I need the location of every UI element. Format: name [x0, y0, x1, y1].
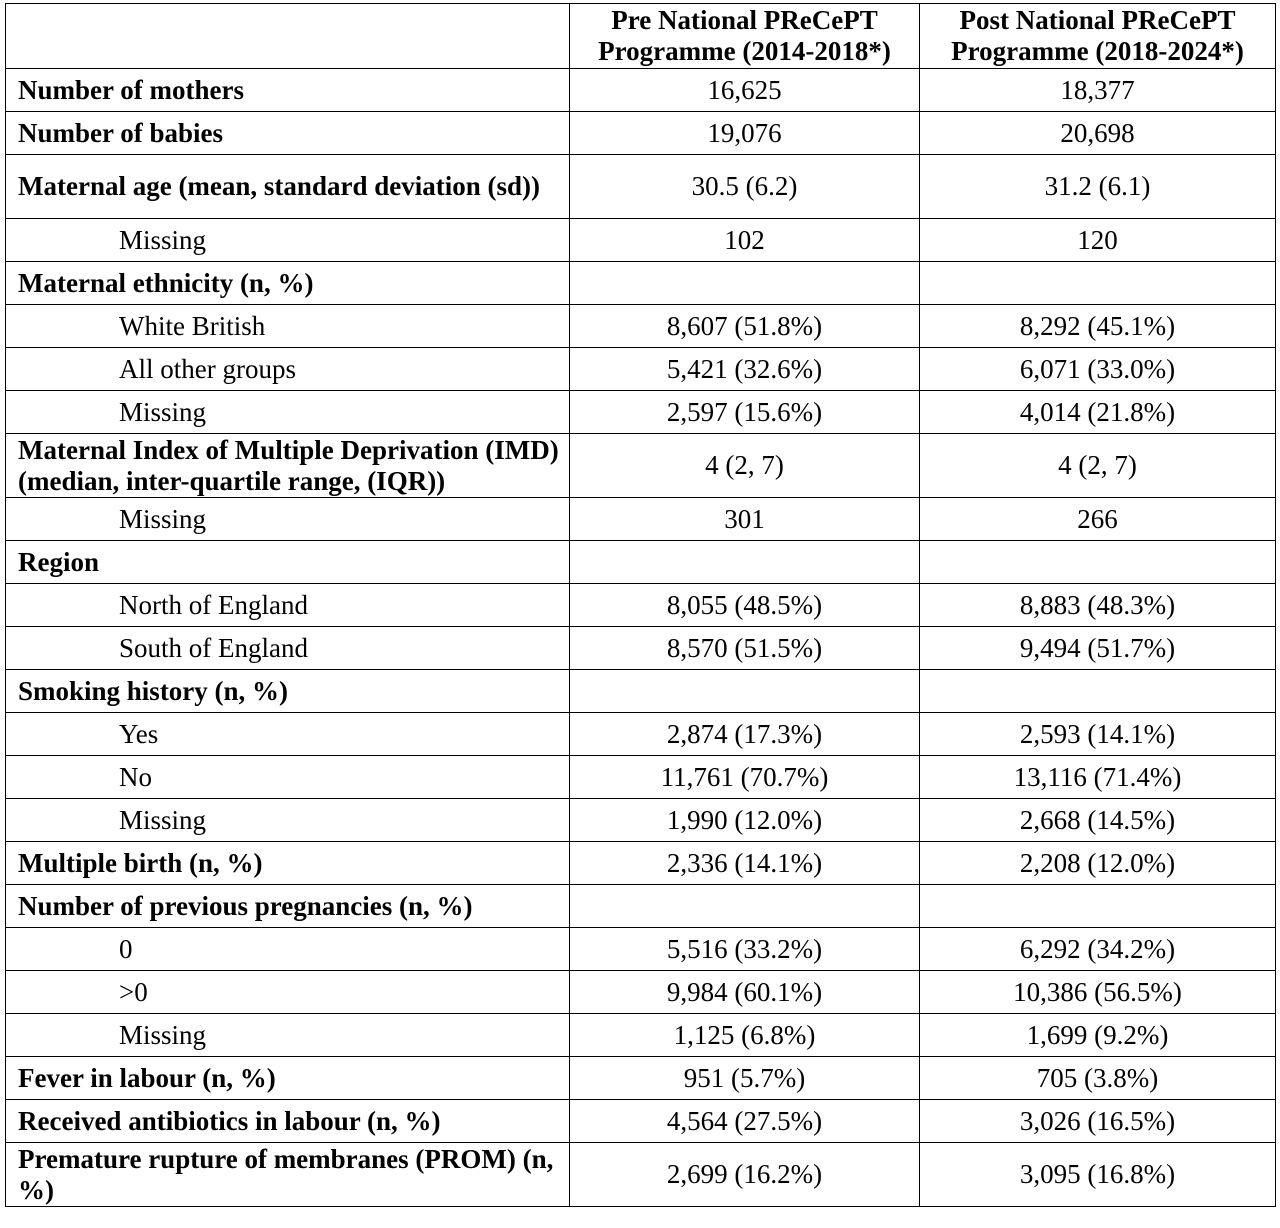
row-label: Number of babies — [6, 112, 570, 155]
row-label: North of England — [6, 584, 570, 627]
post-value: 4 (2, 7) — [920, 434, 1276, 498]
post-value: 8,883 (48.3%) — [920, 584, 1276, 627]
table-row — [6, 627, 1276, 670]
post-value — [920, 541, 1276, 584]
post-value: 18,377 — [920, 69, 1276, 112]
row-label: All other groups — [6, 348, 570, 391]
post-value: 6,071 (33.0%) — [920, 348, 1276, 391]
row-label: Fever in labour (n, %) — [6, 1057, 570, 1100]
pre-value: 8,570 (51.5%) — [570, 627, 920, 670]
table-header-row — [6, 4, 1276, 69]
pre-value: 4 (2, 7) — [570, 434, 920, 498]
post-value — [920, 885, 1276, 928]
row-label: Missing — [6, 1014, 570, 1057]
post-value: 8,292 (45.1%) — [920, 305, 1276, 348]
table-row — [6, 112, 1276, 155]
characteristics-table — [5, 3, 1276, 1207]
table-section-row — [6, 670, 1276, 713]
pre-value: 5,516 (33.2%) — [570, 928, 920, 971]
pre-value: 2,699 (16.2%) — [570, 1143, 920, 1207]
post-value: 6,292 (34.2%) — [920, 928, 1276, 971]
table-row — [6, 971, 1276, 1014]
pre-value: 11,761 (70.7%) — [570, 756, 920, 799]
table-row — [6, 799, 1276, 842]
table-row — [6, 713, 1276, 756]
row-label: Multiple birth (n, %) — [6, 842, 570, 885]
pre-value: 4,564 (27.5%) — [570, 1100, 920, 1143]
table-section-row — [6, 885, 1276, 928]
row-label: Missing — [6, 219, 570, 262]
pre-value: 19,076 — [570, 112, 920, 155]
table-row — [6, 391, 1276, 434]
row-label: Missing — [6, 799, 570, 842]
table-row — [6, 434, 1276, 498]
row-label: Missing — [6, 498, 570, 541]
post-value: 2,668 (14.5%) — [920, 799, 1276, 842]
post-value: 2,208 (12.0%) — [920, 842, 1276, 885]
post-value: 3,026 (16.5%) — [920, 1100, 1276, 1143]
pre-value: 5,421 (32.6%) — [570, 348, 920, 391]
row-label: No — [6, 756, 570, 799]
section-label: Smoking history (n, %) — [6, 670, 570, 713]
pre-value: 2,597 (15.6%) — [570, 391, 920, 434]
row-label: Premature rupture of membranes (PROM) (n, %) — [6, 1143, 570, 1207]
section-label: Region — [6, 541, 570, 584]
post-value: 3,095 (16.8%) — [920, 1143, 1276, 1207]
row-label: 0 — [6, 928, 570, 971]
table-row — [6, 842, 1276, 885]
post-value: 1,699 (9.2%) — [920, 1014, 1276, 1057]
table-row — [6, 155, 1276, 219]
table-row — [6, 498, 1276, 541]
table-row — [6, 1057, 1276, 1100]
post-value: 20,698 — [920, 112, 1276, 155]
row-label: Number of mothers — [6, 69, 570, 112]
pre-value: 1,990 (12.0%) — [570, 799, 920, 842]
post-value — [920, 262, 1276, 305]
header-post-programme: Post National PReCePT Programme (2018-2024*) — [920, 4, 1276, 69]
pre-value: 9,984 (60.1%) — [570, 971, 920, 1014]
pre-value: 102 — [570, 219, 920, 262]
pre-value: 301 — [570, 498, 920, 541]
table-row — [6, 219, 1276, 262]
row-label: White British — [6, 305, 570, 348]
table-row — [6, 305, 1276, 348]
post-value: 13,116 (71.4%) — [920, 756, 1276, 799]
header-empty-cell — [6, 4, 570, 69]
post-value: 4,014 (21.8%) — [920, 391, 1276, 434]
table-row — [6, 756, 1276, 799]
row-label: South of England — [6, 627, 570, 670]
row-label: Yes — [6, 713, 570, 756]
table-row — [6, 348, 1276, 391]
pre-value: 2,336 (14.1%) — [570, 842, 920, 885]
pre-value: 1,125 (6.8%) — [570, 1014, 920, 1057]
row-label: Maternal age (mean, standard deviation (sd)) — [6, 155, 570, 219]
row-label: Received antibiotics in labour (n, %) — [6, 1100, 570, 1143]
pre-value: 30.5 (6.2) — [570, 155, 920, 219]
row-label: Missing — [6, 391, 570, 434]
pre-value — [570, 541, 920, 584]
pre-value: 8,607 (51.8%) — [570, 305, 920, 348]
pre-value: 16,625 — [570, 69, 920, 112]
pre-value: 8,055 (48.5%) — [570, 584, 920, 627]
row-label: Maternal Index of Multiple Deprivation (IMD) (median, inter-quartile range, (IQR)) — [6, 434, 570, 498]
post-value: 705 (3.8%) — [920, 1057, 1276, 1100]
post-value: 2,593 (14.1%) — [920, 713, 1276, 756]
post-value — [920, 670, 1276, 713]
table-row — [6, 1143, 1276, 1207]
section-label: Maternal ethnicity (n, %) — [6, 262, 570, 305]
table-section-row — [6, 541, 1276, 584]
table-row — [6, 584, 1276, 627]
post-value: 31.2 (6.1) — [920, 155, 1276, 219]
post-value: 10,386 (56.5%) — [920, 971, 1276, 1014]
pre-value — [570, 885, 920, 928]
pre-value — [570, 262, 920, 305]
pre-value: 951 (5.7%) — [570, 1057, 920, 1100]
pre-value: 2,874 (17.3%) — [570, 713, 920, 756]
table-row — [6, 1014, 1276, 1057]
post-value: 266 — [920, 498, 1276, 541]
table-row — [6, 928, 1276, 971]
post-value: 9,494 (51.7%) — [920, 627, 1276, 670]
section-label: Number of previous pregnancies (n, %) — [6, 885, 570, 928]
header-pre-programme: Pre National PReCePT Programme (2014-2018*) — [570, 4, 920, 69]
post-value: 120 — [920, 219, 1276, 262]
pre-value — [570, 670, 920, 713]
row-label: >0 — [6, 971, 570, 1014]
table-row — [6, 69, 1276, 112]
table-row — [6, 1100, 1276, 1143]
table-section-row — [6, 262, 1276, 305]
